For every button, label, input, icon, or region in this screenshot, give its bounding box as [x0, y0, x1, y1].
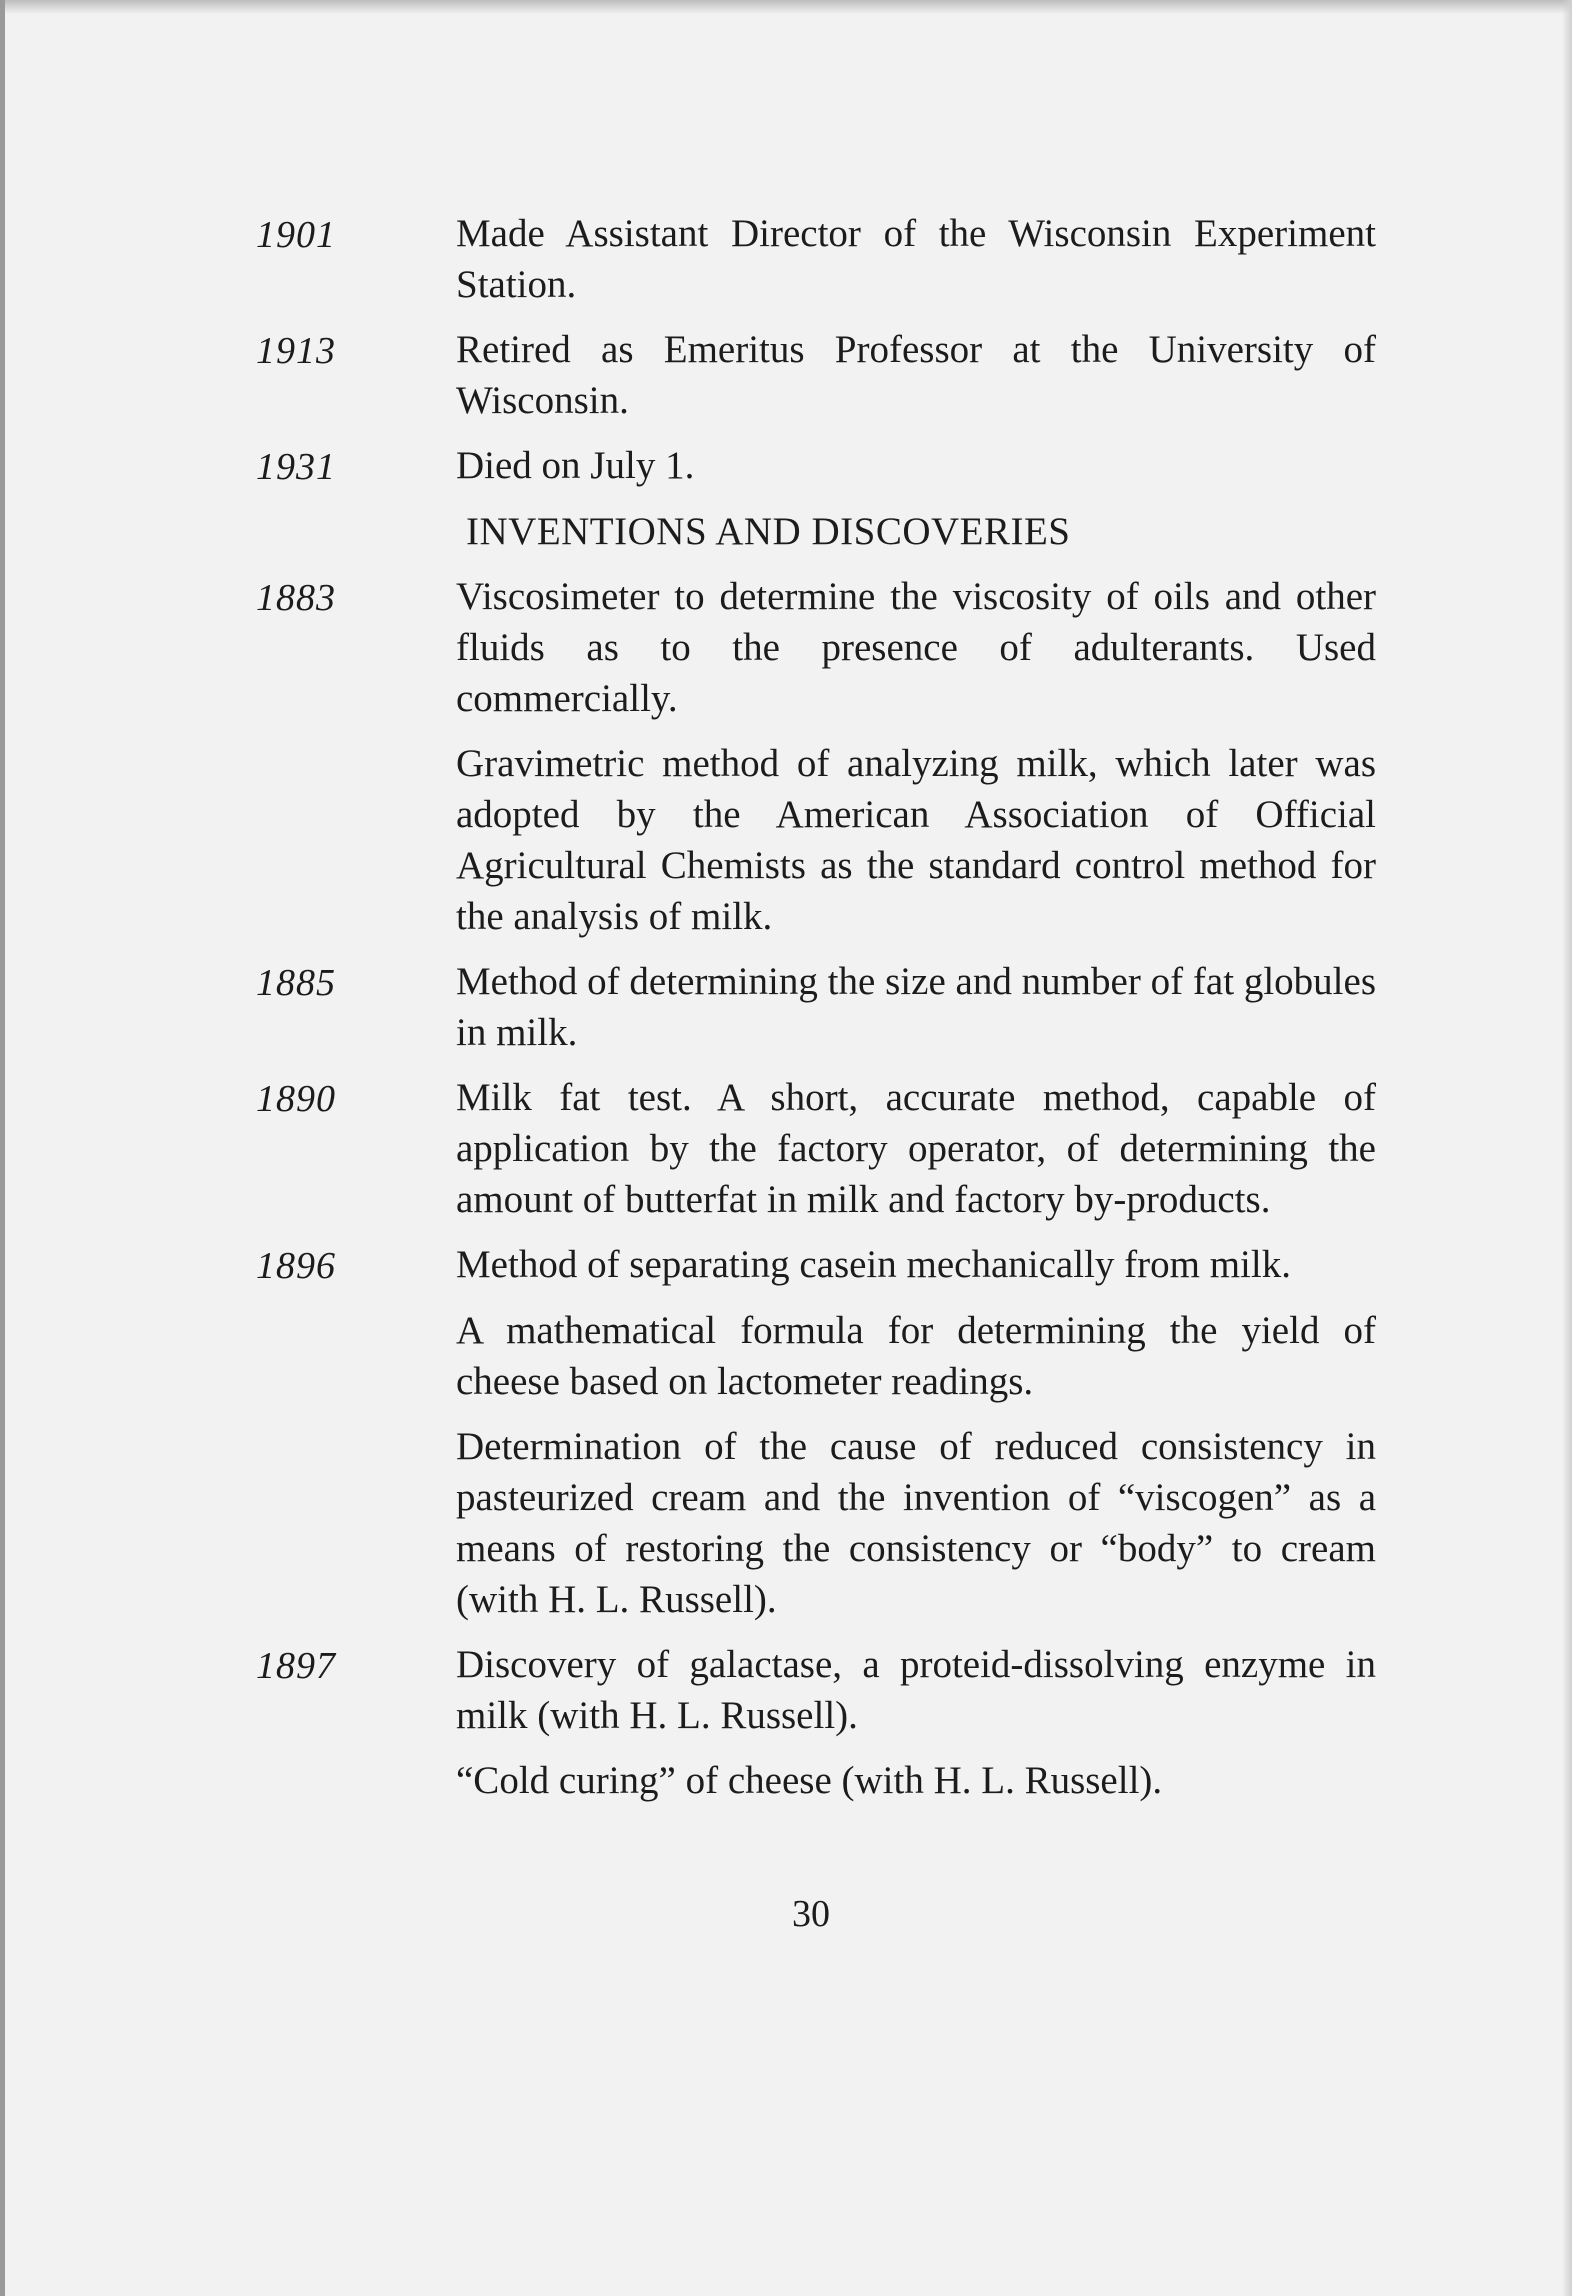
career-entry — [256, 324, 1376, 426]
career-entry — [256, 440, 1376, 492]
entry-text: Discovery of galactase, a proteid-dissolving enzyme in milk (with H. L. Russell). — [456, 1643, 1376, 1737]
entry-text: Method of determining the size and number of fat globules in milk. — [456, 960, 1376, 1054]
entry-year — [256, 1305, 456, 1307]
section-heading-row — [256, 506, 1376, 557]
entry-year: 1896 — [256, 1245, 336, 1287]
page-left-edge — [0, 0, 5, 2296]
entry-year: 1890 — [256, 1078, 336, 1120]
entry-text: Retired as Emeritus Professor at the University of Wisconsin. — [456, 328, 1376, 422]
entry-text: Determination of the cause of reduced consistency in pasteurized cream and the invention of “viscogen” as a means of restoring the consistency or “body” to cream (with H. L. Russell). — [456, 1425, 1376, 1621]
invention-entry — [256, 571, 1376, 724]
page-number: 30 — [792, 1893, 830, 1935]
entry-text: Method of separating casein mechanically from milk. — [456, 1243, 1291, 1286]
entry-year: 1901 — [256, 214, 336, 256]
entry-year: 1913 — [256, 330, 336, 372]
entry-year: 1931 — [256, 446, 336, 488]
invention-entry — [256, 1755, 1376, 1806]
entry-text: Died on July 1. — [456, 444, 695, 487]
entry-year — [256, 738, 456, 740]
entry-text: Made Assistant Director of the Wisconsin Experiment Station. — [456, 212, 1376, 306]
entry-year: 1897 — [256, 1645, 336, 1687]
invention-entry — [256, 1421, 1376, 1625]
invention-entry — [256, 738, 1376, 942]
section-heading: INVENTIONS AND DISCOVERIES — [466, 510, 1071, 553]
chronology — [256, 208, 1376, 1806]
invention-entry — [256, 1305, 1376, 1407]
entry-year: 1883 — [256, 577, 336, 619]
entry-text: “Cold curing” of cheese (with H. L. Russell). — [456, 1759, 1163, 1802]
page-top-edge — [0, 0, 1572, 14]
career-entry — [256, 208, 1376, 310]
entry-year — [256, 1421, 456, 1423]
entry-text: Milk fat test. A short, accurate method, capable of application by the factory operator, of determining the amount of butterfat in milk and factory by-products. — [456, 1076, 1376, 1221]
entry-text: A mathematical formula for determining the yield of cheese based on lactometer readings. — [456, 1309, 1376, 1403]
entry-text: Gravimetric method of analyzing milk, which later was adopted by the American Association of Official Agricultural Chemists as the standard control method for the analysis of milk. — [456, 742, 1376, 938]
invention-entry — [256, 1072, 1376, 1225]
invention-entry — [256, 956, 1376, 1058]
invention-entry — [256, 1639, 1376, 1741]
entry-text: Viscosimeter to determine the viscosity of oils and other fluids as to the presence of adulterants. Used commercially. — [456, 575, 1376, 720]
page-right-edge — [1562, 0, 1572, 2296]
entry-year — [256, 1755, 456, 1757]
entry-year: 1885 — [256, 962, 336, 1004]
invention-entry — [256, 1239, 1376, 1291]
